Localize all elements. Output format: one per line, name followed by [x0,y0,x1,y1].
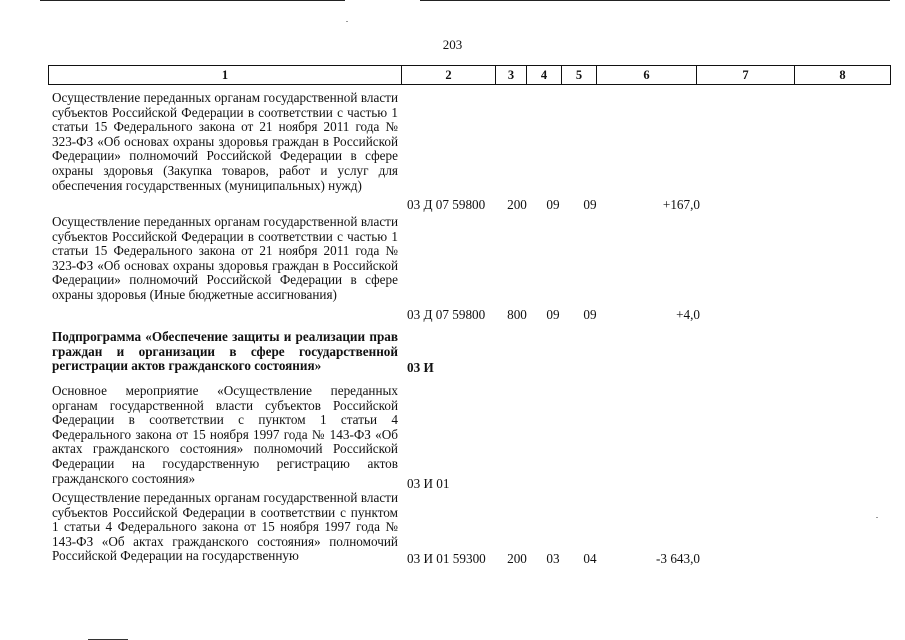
table-row [48,330,890,376]
header-col-3: 3 [496,66,527,85]
header-col-6: 6 [597,66,697,85]
amount-value: +167,0 [662,197,700,213]
amount-value: -3 643,0 [656,551,700,567]
page-top-border [40,0,345,1]
target-article-code: 03 И 01 [407,476,450,492]
page-number: 203 [442,37,463,52]
row-description: Основное мероприятие «Осуществление переданных органам государственной власти субъектов Российской Федерации в соответствии с пунктом 1 статьи 4 Федерального закона от 15 ноября 1997 года № 143-ФЗ «Об актах гражданского состояния» полномочий Российской Федерации на государственную регистрацию актов гражданского состояния» [52,383,398,486]
scan-speck [876,517,878,518]
expense-type-code: 800 [507,307,527,323]
row-description: Осуществление переданных органам государственной власти субъектов Российской Федерации в соответствии с пунктом 1 статьи 4 Федерального закона от 15 ноября 1997 года № 143-ФЗ «Об актах гражданского состояния» полномочий Российской Федерации на государственную [52,490,398,564]
subprogram-title: Подпрограмма «Обеспечение защиты и реализации прав граждан и организации в сфере государственной регистрации актов гражданского состояния» [52,329,398,374]
header-col-8: 8 [795,66,891,85]
header-col-1: 1 [49,66,402,85]
table-row [48,384,890,492]
target-article-code: 03 И 01 59300 [407,551,486,567]
section-code: 09 [546,307,560,323]
section-code: 03 [546,551,560,567]
expense-type-code: 200 [507,551,527,567]
subsection-code: 09 [583,307,597,323]
header-row [49,66,891,85]
subsection-code: 04 [583,551,597,567]
amount-value: +4,0 [676,307,700,323]
expense-type-code: 200 [507,197,527,213]
subsection-code: 09 [583,197,597,213]
row-description: Осуществление переданных органам государственной власти субъектов Российской Федерации в соответствии с частью 1 статьи 15 Федерального закона от 21 ноября 2011 года № 323-ФЗ «Об основах охраны здоровья граждан в Российской Федерации» полномочий Российской Федерации в сфере охраны здоровья (Иные бюджетные ассигнования) [52,214,398,302]
target-article-code: 03 Д 07 59800 [407,307,486,323]
section-code: 09 [546,197,560,213]
page-top-border [420,0,890,1]
header-col-7: 7 [697,66,795,85]
row-description: Осуществление переданных органам государственной власти субъектов Российской Федерации в соответствии с частью 1 статьи 15 Федерального закона от 21 ноября 2011 года № 323-ФЗ «Об основах охраны здоровья граждан в Российской Федерации» полномочий Российской Федерации в сфере охраны здоровья (Закупка товаров, работ и услуг для обеспечения государственных (муниципальных) нужд) [52,90,398,193]
table-row [48,91,890,213]
table-row [48,215,890,323]
target-article-code: 03 И [407,360,434,376]
header-col-2: 2 [402,66,496,85]
target-article-code: 03 Д 07 59800 [407,197,486,213]
scan-speck [346,21,348,22]
header-col-5: 5 [562,66,597,85]
table-row [48,491,890,567]
header-col-4: 4 [527,66,562,85]
table-header [48,65,891,85]
